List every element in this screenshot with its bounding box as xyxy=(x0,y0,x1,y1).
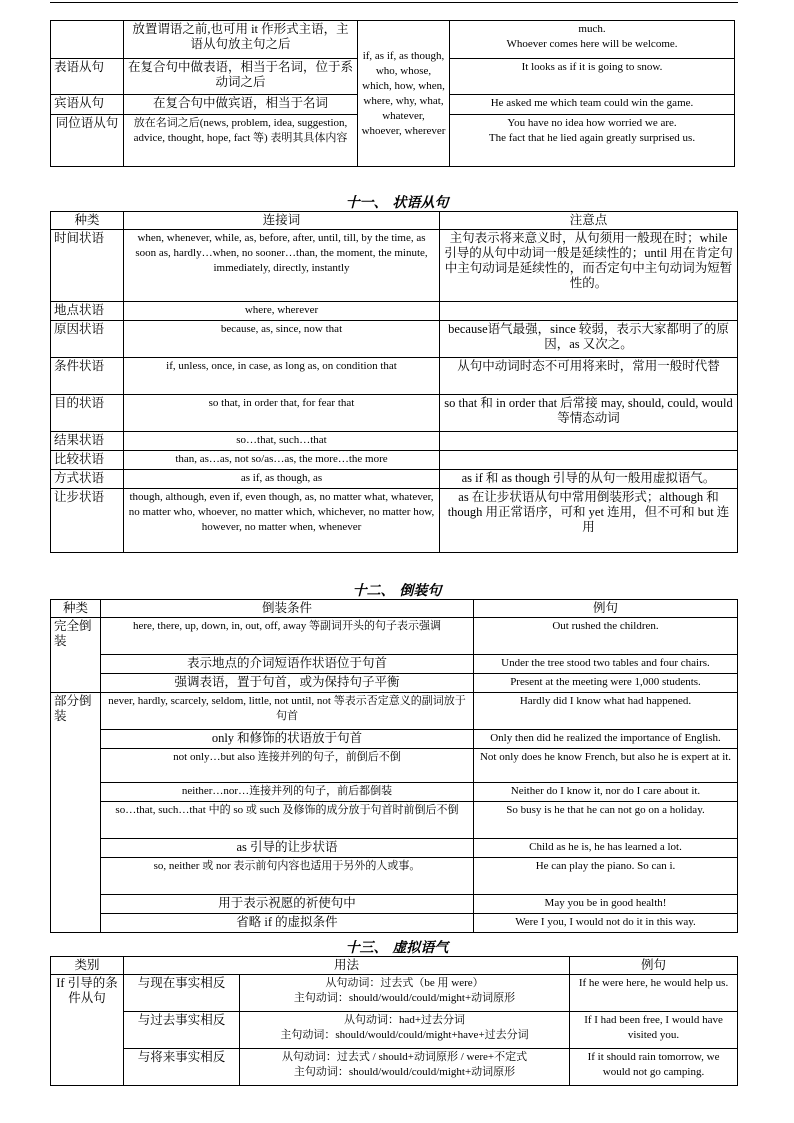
example-cell: Were I you, I would not do it in this way. xyxy=(474,914,738,933)
condition-cell: not only…but also 连接并列的句子，前倒后不倒 xyxy=(101,749,474,783)
clause-name: 同位语从句 xyxy=(51,115,124,167)
kind-cell: 地点状语 xyxy=(51,302,124,321)
note-cell: as 在让步状语从句中常用倒装形式；although 和 though 用正常语序，可和 yet 连用，但不可和 but 连用 xyxy=(440,489,738,553)
table-row xyxy=(51,895,738,914)
clause-usage: 放在名词之后(news, problem, idea, suggestion, advice, thought, hope, fact 等) 表明其具体内容 xyxy=(124,115,358,167)
example-cell: Not only does he know French, but also he is expert at it. xyxy=(474,749,738,783)
kind-cell: 目的状语 xyxy=(51,395,124,432)
note-cell xyxy=(440,432,738,451)
subjunctive-table xyxy=(50,956,738,1086)
example-cell: Present at the meeting were 1,000 students. xyxy=(474,674,738,693)
subjunctive-usage xyxy=(240,975,570,1012)
connective-cell: though, although, even if, even though, as, no matter what, whatever, no matter who, whoever, no matter which, whichever, no matter how, however, no matter when, whenever xyxy=(124,489,440,553)
example-cell: Out rushed the children. xyxy=(474,618,738,655)
kind-cell: 让步状语 xyxy=(51,489,124,553)
table-row xyxy=(51,321,738,358)
table-row xyxy=(51,693,738,730)
connective-cell: if, unless, once, in case, as long as, on condition that xyxy=(124,358,440,395)
header-kind: 种类 xyxy=(51,600,101,618)
inversion-table xyxy=(50,599,738,933)
table-header-row xyxy=(51,212,738,230)
note-cell: because语气最强，since 较弱，表示大家都明了的原因，as 又次之。 xyxy=(440,321,738,358)
table-row xyxy=(51,783,738,802)
connective-cell: than, as…as, not so/as…as, the more…the more xyxy=(124,451,440,470)
example-cell: Only then did he realized the importance of English. xyxy=(474,730,738,749)
header-kind: 种类 xyxy=(51,212,124,230)
note-cell: 主句表示将来意义时，从句须用一般现在时；while 引导的从句中动词一般是延续性的；until 用在肯定句中主句动词是延续性的，而否定句中主句动词为短暂性的。 xyxy=(440,230,738,302)
example-cell: May you be in good health! xyxy=(474,895,738,914)
header-usage: 用法 xyxy=(124,957,570,975)
condition-cell: 强调表语，置于句首，或为保持句子平衡 xyxy=(101,674,474,693)
table-header-row xyxy=(51,600,738,618)
table-row xyxy=(51,1049,738,1086)
table-row xyxy=(51,358,738,395)
page-top-rule xyxy=(50,2,738,3)
example-cell: Under the tree stood two tables and four chairs. xyxy=(474,655,738,674)
partial-inversion-label: 部分倒装 xyxy=(51,693,101,933)
table-row xyxy=(51,1012,738,1049)
condition-cell: as 引导的让步状语 xyxy=(101,839,474,858)
kind-cell: 结果状语 xyxy=(51,432,124,451)
clause-name: 宾语从句 xyxy=(51,95,124,115)
connectives-cell: if, as if, as though, who, whose, which, how, when, where, why, what, whatever, whoever, wherever xyxy=(358,21,450,167)
subjunctive-example: If he were here, he would help us. xyxy=(570,975,738,1012)
subjunctive-usage xyxy=(240,1049,570,1086)
table-row xyxy=(51,802,738,839)
condition-cell: so, neither 或 nor 表示前句内容也适用于另外的人或事。 xyxy=(101,858,474,895)
condition-cell: never, hardly, scarcely, seldom, little, not until, not 等表示否定意义的副词放于句首 xyxy=(101,693,474,730)
example-cell: Hardly did I know what had happened. xyxy=(474,693,738,730)
table-row xyxy=(51,749,738,783)
table-row xyxy=(51,395,738,432)
subjunctive-type: 与将来事实相反 xyxy=(124,1049,240,1086)
condition-cell: 省略 if 的虚拟条件 xyxy=(101,914,474,933)
table-row xyxy=(51,730,738,749)
table-row xyxy=(51,914,738,933)
clause-name xyxy=(51,21,124,59)
subjunctive-example: If I had been free, I would have visited you. xyxy=(570,1012,738,1049)
condition-cell: 表示地点的介词短语作状语位于句首 xyxy=(101,655,474,674)
clause-example: You have no idea how worried we are. The fact that he lied again greatly surprised us. xyxy=(450,115,735,167)
table-row xyxy=(51,489,738,553)
kind-cell: 条件状语 xyxy=(51,358,124,395)
usage-main: 主句动词：should/would/could/might+动词原形 xyxy=(293,992,516,1004)
header-connective: 连接词 xyxy=(124,212,440,230)
clause-usage: 放置谓语之前,也可用 it 作形式主语，主语从句放主句之后 xyxy=(124,21,358,59)
if-clause-label: If 引导的条件从句 xyxy=(51,975,124,1086)
condition-cell: only 和修饰的状语放于句首 xyxy=(101,730,474,749)
table-row xyxy=(51,975,738,1012)
note-cell: so that 和 in order that 后常接 may, should, could, would 等情态动词 xyxy=(440,395,738,432)
connective-cell: because, as, since, now that xyxy=(124,321,440,358)
clause-usage: 在复合句中做表语，相当于名词，位于系动词之后 xyxy=(124,59,358,95)
subjunctive-example: If it should rain tomorrow, we would not go camping. xyxy=(570,1049,738,1086)
subjunctive-usage xyxy=(240,1012,570,1049)
table-row xyxy=(51,451,738,470)
subjunctive-type: 与现在事实相反 xyxy=(124,975,240,1012)
section-title-subjunctive: 十三、 虚拟语气 xyxy=(345,940,449,956)
note-cell xyxy=(440,302,738,321)
note-cell: as if 和 as though 引导的从句一般用虚拟语气。 xyxy=(440,470,738,489)
table-row xyxy=(51,674,738,693)
adverbial-clause-table xyxy=(50,211,738,553)
subjunctive-type: 与过去事实相反 xyxy=(124,1012,240,1049)
example-cell: Child as he is, he has learned a lot. xyxy=(474,839,738,858)
example-cell: So busy is he that he can not go on a holiday. xyxy=(474,802,738,839)
table-row xyxy=(51,655,738,674)
kind-cell: 时间状语 xyxy=(51,230,124,302)
clause-example: much. Whoever comes here will be welcome. xyxy=(450,21,735,59)
condition-cell: 用于表示祝愿的祈使句中 xyxy=(101,895,474,914)
usage-main: 主句动词：should/would/could/might+动词原形 xyxy=(293,1066,516,1078)
usage-clause: 从句动词：had+过去分词 xyxy=(343,1014,466,1026)
clause-example: It looks as if it is going to snow. xyxy=(450,59,735,95)
header-note: 注意点 xyxy=(440,212,738,230)
condition-cell: so…that, such…that 中的 so 或 such 及修饰的成分放于句首时前倒后不倒 xyxy=(101,802,474,839)
table-row xyxy=(51,302,738,321)
kind-cell: 原因状语 xyxy=(51,321,124,358)
table-row xyxy=(51,470,738,489)
example-cell: Neither do I know it, nor do I care about it. xyxy=(474,783,738,802)
usage-clause: 从句动词：过去式 / should+动词原形 / were+不定式 xyxy=(281,1051,528,1063)
kind-cell: 方式状语 xyxy=(51,470,124,489)
condition-cell: here, there, up, down, in, out, off, away 等副词开头的句子表示强调 xyxy=(101,618,474,655)
section-title-adverbial: 十一、 状语从句 xyxy=(345,195,449,211)
usage-main: 主句动词：should/would/could/might+have+过去分词 xyxy=(280,1029,529,1041)
clause-name: 表语从句 xyxy=(51,59,124,95)
example-cell: He can play the piano. So can i. xyxy=(474,858,738,895)
noun-clause-table xyxy=(50,20,735,167)
connective-cell: when, whenever, while, as, before, after, until, till, by the time, as soon as, hardly…when, no sooner…than, the moment, the minute, immediately, directly, instantly xyxy=(124,230,440,302)
table-row xyxy=(51,858,738,895)
table-row xyxy=(51,839,738,858)
connective-cell: so…that, such…that xyxy=(124,432,440,451)
header-category: 类别 xyxy=(51,957,124,975)
table-row xyxy=(51,21,735,59)
table-row xyxy=(51,432,738,451)
table-row xyxy=(51,230,738,302)
note-cell: 从句中动词时态不可用将来时，常用一般时代替 xyxy=(440,358,738,395)
header-condition: 倒装条件 xyxy=(101,600,474,618)
full-inversion-label: 完全倒装 xyxy=(51,618,101,693)
kind-cell: 比较状语 xyxy=(51,451,124,470)
condition-cell: neither…nor…连接并列的句子，前后都倒装 xyxy=(101,783,474,802)
header-example: 例句 xyxy=(474,600,738,618)
connective-cell: where, wherever xyxy=(124,302,440,321)
usage-clause: 从句动词：过去式（be 用 were） xyxy=(325,977,484,989)
note-cell xyxy=(440,451,738,470)
connective-cell: so that, in order that, for fear that xyxy=(124,395,440,432)
connective-cell: as if, as though, as xyxy=(124,470,440,489)
header-example: 例句 xyxy=(570,957,738,975)
table-header-row xyxy=(51,957,738,975)
clause-example: He asked me which team could win the game. xyxy=(450,95,735,115)
table-row xyxy=(51,618,738,655)
section-title-inversion: 十二、 倒装句 xyxy=(352,583,442,599)
clause-usage: 在复合句中做宾语，相当于名词 xyxy=(124,95,358,115)
